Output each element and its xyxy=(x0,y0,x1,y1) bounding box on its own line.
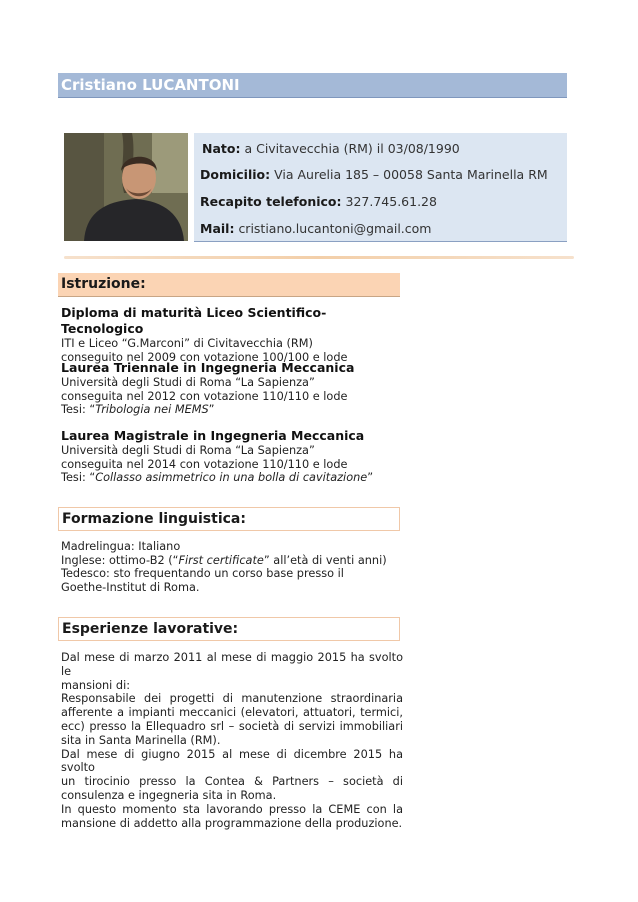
work-line: mansione di addetto alla programmazione della produzione. xyxy=(61,816,403,830)
work-line: ecc) presso la Ellequadro srl – società di servizi immobiliari xyxy=(61,719,403,733)
work-line: In questo momento sta lavorando presso la CEME con la xyxy=(61,802,403,816)
work-line: Dal mese di marzo 2011 al mese di maggio 2015 ha svolto le xyxy=(61,651,403,678)
languages-heading xyxy=(58,507,400,531)
education-line: Università degli Studi di Roma “La Sapienza” xyxy=(61,376,315,389)
education-thesis: Tesi: “Collasso asimmetrico in una bolla di cavitazione” xyxy=(61,471,374,485)
education-heading-text: Istruzione: xyxy=(61,276,146,292)
candidate-name: Cristiano LUCANTONI xyxy=(61,76,240,94)
work-line: afferente a impianti meccanici (elevatori, attuatori, termici, xyxy=(61,706,403,720)
education-title: Laurea Magistrale in Ingegneria Meccanica xyxy=(61,428,365,443)
education-line: Università degli Studi di Roma “La Sapienza” xyxy=(61,444,315,457)
birth-value: a Civitavecchia (RM) il 03/08/1990 xyxy=(244,141,460,156)
education-title: Diploma di maturità Liceo Scientifico-Tecnologico xyxy=(61,305,327,336)
education-line: conseguita nel 2014 con votazione 110/110 e lode xyxy=(61,457,348,471)
phone-value: 327.745.61.28 xyxy=(345,194,437,209)
education-heading xyxy=(58,273,400,297)
education-item xyxy=(61,305,403,364)
language-line: Madrelingua: Italiano xyxy=(61,540,181,553)
work-line: sita in Santa Marinella (RM). xyxy=(61,733,221,747)
education-line: conseguito nel 2009 con votazione 100/100 e lode xyxy=(61,350,348,364)
work-heading xyxy=(58,617,400,641)
education-line: ITI e Liceo “G.Marconi” di Civitavecchia (RM) xyxy=(61,337,313,350)
section-divider xyxy=(64,256,574,259)
education-item xyxy=(61,360,403,417)
education-line: conseguita nel 2012 con votazione 110/110 e lode xyxy=(61,389,348,403)
education-title: Laurea Triennale in Ingegneria Meccanica xyxy=(61,360,355,375)
education-thesis: Tesi: “Tribologia nei MEMS” xyxy=(61,403,215,417)
mail-row xyxy=(200,221,431,236)
phone-label: Recapito telefonico: xyxy=(200,194,342,209)
mail-value[interactable]: cristiano.lucantoni@gmail.com xyxy=(238,221,432,236)
language-line: Tedesco: sto frequentando un corso base presso il xyxy=(61,567,344,581)
name-header xyxy=(58,73,567,98)
work-line: un tirocinio presso la Contea & Partners – società di xyxy=(61,775,403,789)
phone-row xyxy=(200,194,437,209)
profile-photo xyxy=(64,133,188,241)
address-value: Via Aurelia 185 – 00058 Santa Marinella RM xyxy=(274,167,548,182)
work-block xyxy=(61,651,403,830)
language-line: Inglese: ottimo-B2 (“First certificate” all’età di venti anni) xyxy=(61,553,387,567)
work-line: mansioni di: xyxy=(61,678,131,692)
address-row xyxy=(200,167,548,182)
birth-label: Nato: xyxy=(202,141,241,156)
languages-block xyxy=(61,540,403,594)
personal-info-panel xyxy=(194,133,567,242)
address-label: Domicilio: xyxy=(200,167,271,182)
work-heading-text: Esperienze lavorative: xyxy=(62,621,239,637)
work-line: Dal mese di giugno 2015 al mese di dicembre 2015 ha svolto xyxy=(61,747,403,775)
mail-label: Mail: xyxy=(200,221,235,236)
education-item xyxy=(61,428,403,485)
work-line: Responsabile dei progetti di manutenzione straordinaria xyxy=(61,692,403,706)
languages-heading-text: Formazione linguistica: xyxy=(62,511,246,527)
birth-row xyxy=(202,141,460,156)
work-line: consulenza e ingegneria sita in Roma. xyxy=(61,788,277,802)
language-line: Goethe-Institut di Roma. xyxy=(61,580,200,594)
